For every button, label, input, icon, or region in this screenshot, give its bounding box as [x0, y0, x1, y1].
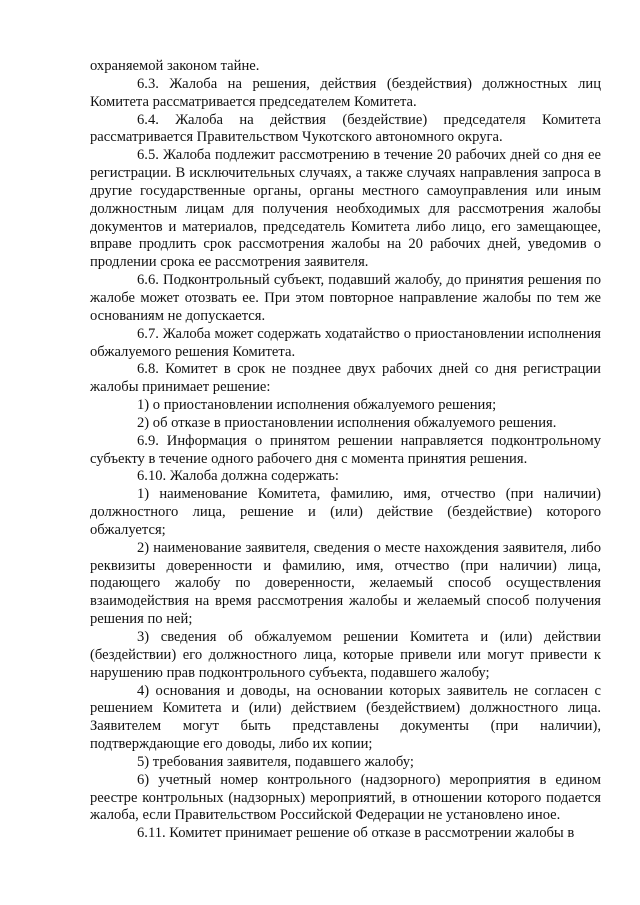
paragraph-6-6: 6.6. Подконтрольный субъект, подавший жалобу, до принятия решения по жалобе может отозвать ее. При этом повторное направление жалобы по тем же основаниям не допускается. — [90, 272, 601, 324]
document-page — [90, 58, 601, 843]
list-item-6-10-5: 5) требования заявителя, подавшего жалобу; — [137, 753, 414, 770]
paragraph-6-5: 6.5. Жалоба подлежит рассмотрению в течение 20 рабочих дней со дня ее регистрации. В исключительных случаях, а также случаях направления запроса в другие государственные органы, органы местного самоуправления или иным должностным лицам для получения необходимых для рассмотрения жалобы документов и материалов, председатель Комитета либо лицо, его замещающее, вправе продлить срок рассмотрения жалобы на 20 рабочих дней, уведомив о продлении срока ее рассмотрения заявителя. — [90, 147, 601, 271]
paragraph-6-7: 6.7. Жалоба может содержать ходатайство о приостановлении исполнения обжалуемого решения Комитета. — [90, 325, 601, 360]
list-item-6-10-3: 3) сведения об обжалуемом решении Комитета и (или) действии (бездействии) его должностного лица, которые привели или могут привести к нарушению прав подконтрольного субъекта, подавшего жалобу; — [90, 629, 601, 681]
paragraph-6-3: 6.3. Жалоба на решения, действия (бездействия) должностных лиц Комитета рассматривается председателем Комитета. — [90, 75, 601, 110]
paragraph-6-10: 6.10. Жалоба должна содержать: — [137, 468, 339, 485]
paragraph-6-4: 6.4. Жалоба на действия (бездействие) председателя Комитета рассматривается Правительством Чукотского автономного округа. — [90, 111, 601, 146]
list-item-6-10-1: 1) наименование Комитета, фамилию, имя, отчество (при наличии) должностного лица, решение и (или) действие (бездействие) которого обжалуется; — [90, 486, 601, 538]
paragraph-6-9: 6.9. Информация о принятом решении направляется подконтрольному субъекту в течение одного рабочего дня с момента принятия решения. — [90, 432, 601, 467]
list-item-6-10-4: 4) основания и доводы, на основании которых заявитель не согласен с решением Комитета и (или) действием (бездействием) должностного лица. Заявителем могут быть представлены документы (при наличии), подтверждающие его доводы, либо их копии; — [90, 682, 601, 753]
list-item-6-8-1: 1) о приостановлении исполнения обжалуемого решения; — [137, 397, 497, 414]
paragraph-6-8: 6.8. Комитет в срок не позднее двух рабочих дней со дня регистрации жалобы принимает решение: — [90, 361, 601, 396]
paragraph-0: охраняемой законом тайне. — [90, 58, 260, 74]
list-item-6-10-6: 6) учетный номер контрольного (надзорного) мероприятия в едином реестре контрольных (надзорных) мероприятий, в отношении которого подается жалоба, если Правительством Российской Федерации не установлено иное. — [90, 771, 601, 824]
paragraph-6-11: 6.11. Комитет принимает решение об отказе в рассмотрении жалобы в — [137, 825, 575, 842]
list-item-6-8-2: 2) об отказе в приостановлении исполнения обжалуемого решения. — [137, 414, 557, 431]
list-item-6-10-2: 2) наименование заявителя, сведения о месте нахождения заявителя, либо реквизиты доверенности и фамилию, имя, отчество (при наличии) лица, подающего жалобу по доверенности, желаемый способ осуществления взаимодействия на время рассмотрения жалобы и желаемый способ получения решения по ней; — [90, 539, 601, 628]
